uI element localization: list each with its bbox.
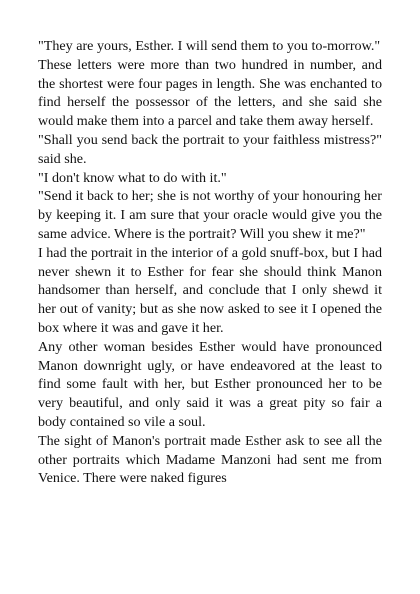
paragraph: "They are yours, Esther. I will send them to you to-morrow."	[38, 38, 381, 54]
paragraph: "Send it back to her; she is not worthy of your honouring her by keeping it. I am sure that your oracle would give you the same advice. Where is the portrait? Will you shew it me?"	[38, 188, 382, 242]
paragraph: Any other woman besides Esther would have pronounced Manon downright ugly, or have endeavored at the least to find some fault with her, but Esther pronounced her to be very beautiful, and only said it was a great pity so fair a body contained so vile a soul.	[38, 338, 382, 430]
paragraph: I had the portrait in the interior of a gold snuff-box, but I had never shewn it to Esther for fear she should think Manon handsomer than herself, and conclude that I only shewd it her out of vanity; but as she now asked to see it I opened the box where it was and gave it her.	[38, 244, 382, 336]
paragraph: "I don't know what to do with it."	[38, 169, 227, 186]
paragraph: These letters were more than two hundred in number, and the shortest were four pages in length. She was enchanted to find herself the possessor of the letters, and she said she would make them into a parcel and take them away herself.	[38, 56, 382, 130]
paragraph: "Shall you send back the portrait to your faithless mistress?" said she.	[38, 131, 382, 167]
paragraph: The sight of Manon's portrait made Esther ask to see all the other portraits which Madame Manzoni had sent me from Venice. There were naked figures	[38, 432, 382, 487]
page-text	[38, 37, 382, 488]
